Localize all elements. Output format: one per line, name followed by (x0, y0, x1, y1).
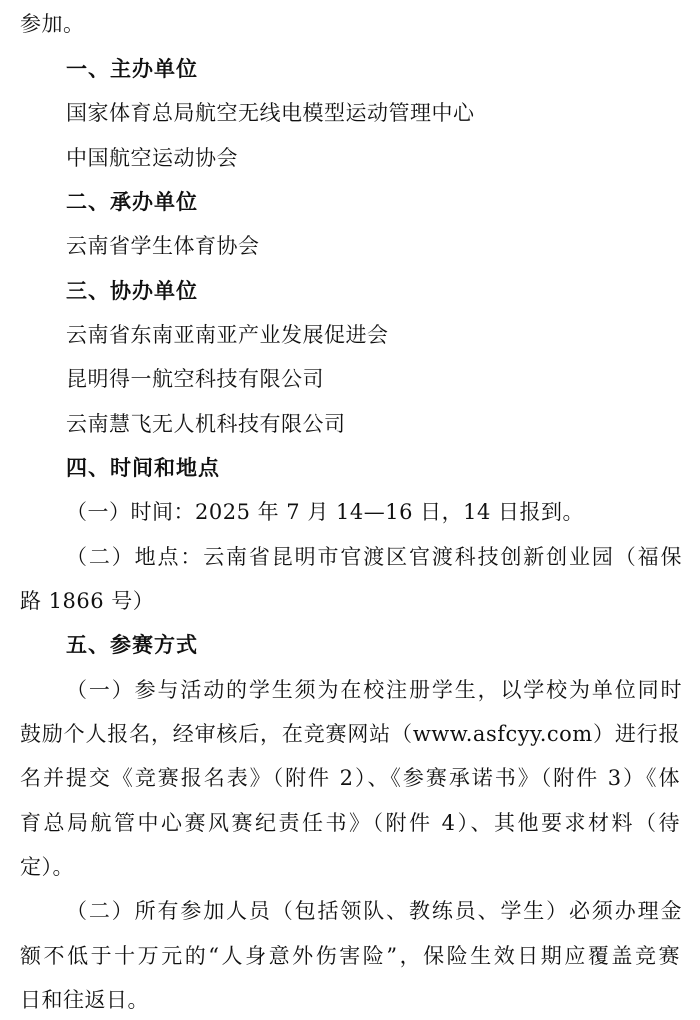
text-line: 参加。 (20, 12, 85, 36)
text-line: （一）时间：2025 年 7 月 14—16 日，14 日报到。 (66, 500, 585, 524)
text-line: 路 1866 号） (20, 589, 155, 613)
text-line: 日和往返日。 (20, 988, 149, 1012)
text-line: （二）地点：云南省昆明市官渡区官渡科技创新创业园（福保 (66, 545, 682, 569)
text-line: 云南慧飞无人机科技有限公司 (66, 412, 346, 436)
text-line: （一）参与活动的学生须为在校注册学生，以学校为单位同时 (66, 678, 682, 702)
text-line: 云南省学生体育协会 (66, 234, 260, 258)
text-line: 定）。 (20, 855, 74, 879)
text-line: 额不低于十万元的“人身意外伤害险”，保险生效日期应覆盖竞赛 (20, 944, 680, 968)
text-line: 昆明得一航空科技有限公司 (66, 367, 324, 391)
text-line: 名并提交《竞赛报名表》（附件 2）、《参赛承诺书》（附件 3）《体 (20, 766, 680, 790)
section-heading-coorganizer: 三、协办单位 (66, 278, 198, 303)
text-line: （二）所有参加人员（包括领队、教练员、学生）必须办理金 (66, 899, 682, 923)
text-line: 中国航空运动协会 (66, 146, 238, 170)
text-line: 鼓励个人报名，经审核后，在竞赛网站（www.asfcyy.com）进行报 (20, 722, 680, 746)
section-heading-time-place: 四、时间和地点 (66, 455, 220, 480)
text-line: 国家体育总局航空无线电模型运动管理中心 (66, 101, 475, 125)
text-line: 云南省东南亚南亚产业发展促进会 (66, 323, 389, 347)
section-heading-organizer: 一、主办单位 (66, 56, 198, 81)
section-heading-host: 二、承办单位 (66, 189, 198, 214)
text-line: 育总局航管中心赛风赛纪责任书》（附件 4）、其他要求材料（待 (20, 811, 680, 835)
section-heading-entry: 五、参赛方式 (66, 632, 198, 657)
